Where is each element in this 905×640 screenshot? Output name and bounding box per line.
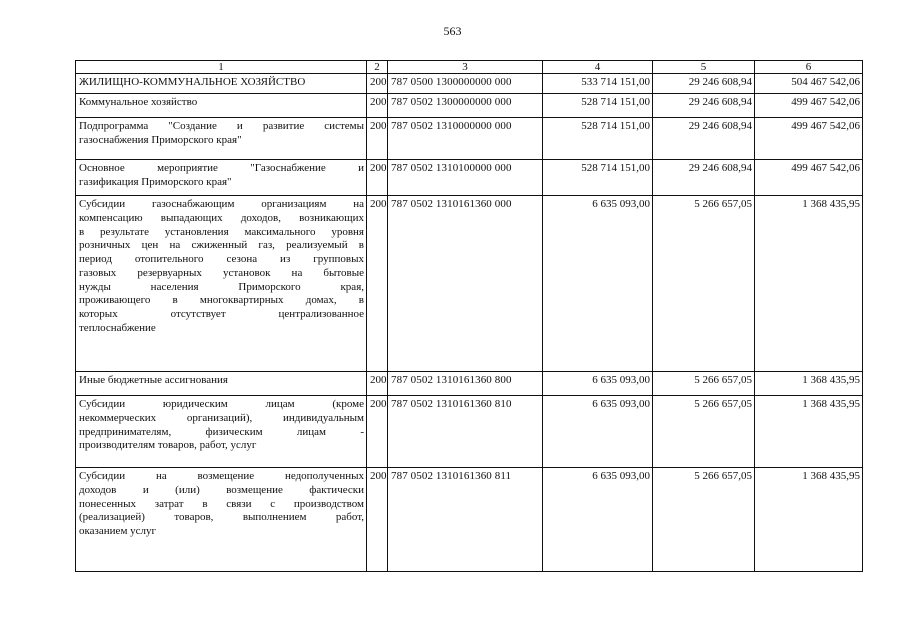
row-name-cell (76, 160, 367, 196)
table-row (76, 372, 863, 396)
column-header: 1 (76, 61, 367, 74)
row-name-line: некоммерческих организаций), индивидуальным (79, 411, 364, 424)
row-col6-value: 499 467 542,06 (755, 94, 863, 118)
column-header: 6 (755, 61, 863, 74)
row-name-line: нужды населения Приморского края, (79, 280, 364, 293)
row-name-cell (76, 396, 367, 468)
row-col6-value: 1 368 435,95 (755, 372, 863, 396)
row-code-cell: 200 (367, 468, 388, 572)
row-col4-value: 528 714 151,00 (543, 94, 653, 118)
row-col4-value: 6 635 093,00 (543, 196, 653, 372)
table-row (76, 94, 863, 118)
row-name-line: доходов и (или) возмещение фактически (79, 483, 364, 496)
budget-table (75, 60, 863, 572)
table-row (76, 118, 863, 160)
row-col4-value: 6 635 093,00 (543, 468, 653, 572)
row-classification-cell: 787 0500 1300000000 000 (388, 74, 543, 94)
row-classification-cell: 787 0502 1300000000 000 (388, 94, 543, 118)
row-col6-value: 504 467 542,06 (755, 74, 863, 94)
row-name-line: которых отсутствует централизованное (79, 308, 364, 320)
row-code-cell: 200 (367, 372, 388, 396)
row-name-line: Подпрограмма "Создание и развитие системы (79, 120, 364, 132)
row-name-line: в результате установления максимального уровня (79, 225, 364, 238)
row-name-cell (76, 196, 367, 372)
table-row (76, 74, 863, 94)
table-header-row (76, 61, 863, 74)
row-name-line: газовых резервуарных установок на бытовые (79, 266, 364, 279)
row-name-line: Коммунальное хозяйство (79, 96, 198, 108)
row-name-line: компенсацию выпадающих доходов, возникающих (79, 211, 364, 224)
table-row (76, 396, 863, 468)
table-row (76, 160, 863, 196)
row-name-line: период отопительного сезона из групповых (79, 253, 364, 265)
row-col4-value: 6 635 093,00 (543, 396, 653, 468)
row-name-cell (76, 468, 367, 572)
row-col4-value: 533 714 151,00 (543, 74, 653, 94)
row-col5-value: 5 266 657,05 (653, 468, 755, 572)
row-code-cell: 200 (367, 196, 388, 372)
page-number: 563 (443, 24, 462, 38)
table-row (76, 196, 863, 372)
row-col5-value: 29 246 608,94 (653, 94, 755, 118)
row-name-cell (76, 74, 367, 94)
row-name-line: Субсидии юридическим лицам (кроме (79, 398, 364, 410)
row-name-line: ЖИЛИЩНО-КОММУНАЛЬНОЕ ХОЗЯЙСТВО (79, 76, 306, 88)
row-code-cell: 200 (367, 94, 388, 118)
row-name-line: газоснабжения Приморского края" (79, 133, 242, 146)
row-classification-cell: 787 0502 1310161360 000 (388, 196, 543, 372)
row-classification-cell: 787 0502 1310161360 811 (388, 468, 543, 572)
row-col5-value: 5 266 657,05 (653, 396, 755, 468)
row-name-line: понесенных затрат в связи с производством (79, 497, 364, 510)
row-name-line: Иные бюджетные ассигнования (79, 374, 228, 386)
row-name-cell (76, 118, 367, 160)
table-row (76, 468, 863, 572)
row-col5-value: 29 246 608,94 (653, 160, 755, 196)
row-name-line: оказанием услуг (79, 525, 157, 537)
row-code-cell: 200 (367, 396, 388, 468)
column-header: 4 (543, 61, 653, 74)
row-col5-value: 29 246 608,94 (653, 74, 755, 94)
row-name-cell (76, 94, 367, 118)
row-name-line: Субсидии на возмещение недополученных (79, 470, 364, 482)
row-col5-value: 29 246 608,94 (653, 118, 755, 160)
row-name-line: розничных цен на сжиженный газ, реализуемый в (79, 239, 364, 252)
row-code-cell: 200 (367, 118, 388, 160)
column-header: 5 (653, 61, 755, 74)
row-col4-value: 528 714 151,00 (543, 118, 653, 160)
row-col6-value: 1 368 435,95 (755, 196, 863, 372)
row-col4-value: 528 714 151,00 (543, 160, 653, 196)
row-name-line: проживающего в многоквартирных домах, в (79, 294, 364, 307)
row-name-line: Основное мероприятие "Газоснабжение и (79, 162, 364, 174)
column-header: 3 (388, 61, 543, 74)
row-classification-cell: 787 0502 1310000000 000 (388, 118, 543, 160)
row-name-line: производителям товаров, работ, услуг (79, 439, 257, 452)
row-col6-value: 1 368 435,95 (755, 396, 863, 468)
row-classification-cell: 787 0502 1310100000 000 (388, 160, 543, 196)
row-classification-cell: 787 0502 1310161360 810 (388, 396, 543, 468)
row-col6-value: 499 467 542,06 (755, 160, 863, 196)
row-code-cell: 200 (367, 160, 388, 196)
row-name-line: Субсидии газоснабжающим организациям на (79, 198, 364, 210)
column-header: 2 (367, 61, 388, 74)
row-name-line: теплоснабжение (79, 321, 156, 334)
row-classification-cell: 787 0502 1310161360 800 (388, 372, 543, 396)
row-col6-value: 499 467 542,06 (755, 118, 863, 160)
row-col5-value: 5 266 657,05 (653, 372, 755, 396)
row-col4-value: 6 635 093,00 (543, 372, 653, 396)
row-code-cell: 200 (367, 74, 388, 94)
row-name-line: (реализацией) товаров, выполнением работ, (79, 511, 364, 524)
row-name-line: газификация Приморского края" (79, 175, 232, 188)
row-col5-value: 5 266 657,05 (653, 196, 755, 372)
row-name-line: предпринимателям, физическим лицам - (79, 425, 364, 438)
row-col6-value: 1 368 435,95 (755, 468, 863, 572)
row-name-cell (76, 372, 367, 396)
